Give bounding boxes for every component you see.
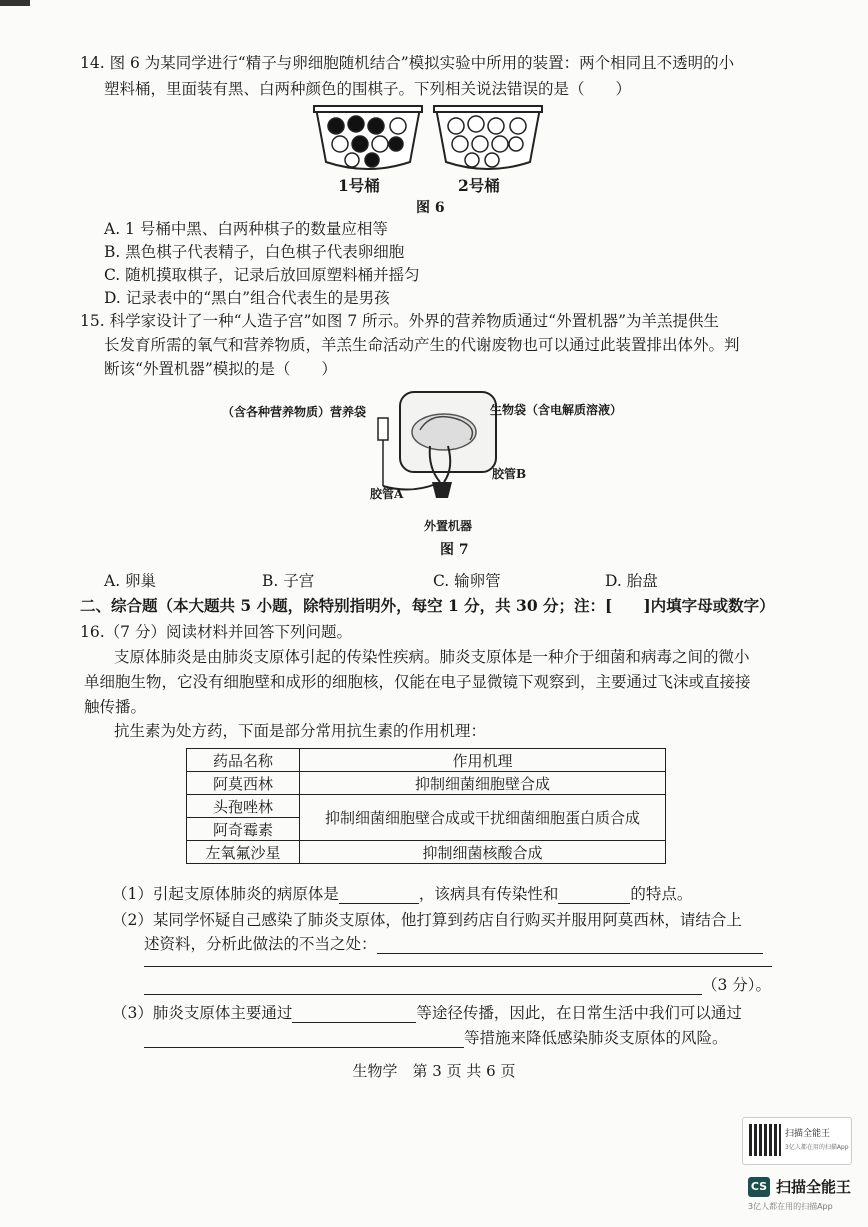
- q14-option-b: B. 黑色棋子代表精子，白色棋子代表卵细胞: [104, 243, 405, 261]
- q14-stem-line2: 塑料桶，里面装有黑、白两种颜色的围棋子。下列相关说法错误的是（ ）: [104, 80, 632, 98]
- camscanner-logo-icon: CS: [748, 1177, 770, 1197]
- q16-passage-line4: 抗生素为处方药，下面是部分常用抗生素的作用机理：: [114, 722, 487, 740]
- q14-option-a: A. 1 号桶中黑、白两种棋子的数量应相等: [104, 220, 388, 238]
- q15-option-d: D. 胎盘: [605, 572, 658, 590]
- table-header-row: [187, 749, 666, 772]
- q16-passage-line3: 触传播。: [84, 698, 147, 716]
- table-row: [187, 795, 666, 818]
- label-external-machine: 外置机器: [424, 519, 473, 533]
- q15-option-b: B. 子宫: [262, 572, 315, 590]
- table-cell: 抑制细菌细胞壁合成: [300, 772, 666, 795]
- scanner-brand-name: 扫描全能王: [776, 1178, 852, 1196]
- scan-edge-mark: [0, 0, 30, 6]
- table-cell: 左氧氟沙星: [187, 841, 300, 864]
- figure-6-caption: 图 6: [416, 200, 445, 216]
- stamp-title: 扫描全能王: [785, 1129, 831, 1139]
- answer-blank-improper-2[interactable]: [144, 950, 772, 967]
- answer-blank-improper-3[interactable]: [144, 978, 702, 995]
- bucket2-label: 2号桶: [458, 176, 500, 195]
- q15-option-a: A. 卵巢: [104, 572, 157, 590]
- q16-passage-line2: 单细胞生物，它没有细胞壁和成形的细胞核，仅能在电子显微镜下观察到，主要通过飞沫或直接接: [84, 673, 751, 691]
- scanner-stamp: [742, 1117, 852, 1165]
- table-cell: 抑制细菌核酸合成: [300, 841, 666, 864]
- q16-sub3-line1: [112, 1003, 742, 1023]
- q16-sub1-text-b: ，该病具有传染性和: [418, 885, 559, 903]
- stamp-subtitle: 3亿人都在用的扫描App: [785, 1144, 849, 1151]
- table-cell: 阿奇霉素: [187, 818, 300, 841]
- q15-option-c: C. 输卵管: [433, 572, 501, 590]
- antibiotic-table: [186, 748, 666, 864]
- scanner-tagline: 3亿人都在用的扫描App: [748, 1202, 833, 1211]
- q14-stem-line1: 14. 图 6 为某同学进行“精子与卵细胞随机结合”模拟实验中所用的装置：两个相同且不透明的小: [80, 54, 735, 72]
- q16-heading: 16.（7 分）阅读材料并回答下列问题。: [80, 623, 352, 641]
- table-header-cell: 作用机理: [300, 749, 666, 772]
- q16-sub3-line2: [144, 1028, 728, 1048]
- q16-sub3-text-c: 等措施来降低感染肺炎支原体的风险。: [464, 1029, 728, 1047]
- q16-passage-line1: 支原体肺炎是由肺炎支原体引起的传染性疾病。肺炎支原体是一种介于细菌和病毒之间的微小: [114, 648, 750, 666]
- answer-blank-feature[interactable]: [558, 887, 630, 904]
- table-header-cell: 药品名称: [187, 749, 300, 772]
- label-tube-a: 胶管A: [370, 487, 404, 501]
- q16-sub2-line1: （2）某同学怀疑自己感染了肺炎支原体，他打算到药店自行购买并服用阿莫西林，请结合上: [112, 911, 742, 929]
- label-tube-b: 胶管B: [492, 467, 527, 481]
- q16-sub1-text-c: 的特点。: [630, 885, 693, 903]
- qr-code-icon: [749, 1124, 781, 1156]
- bucket1-label: 1号桶: [338, 176, 380, 195]
- table-row: [187, 841, 666, 864]
- q16-sub1: [112, 884, 692, 904]
- q16-sub2-line4: [144, 975, 771, 995]
- answer-blank-measures[interactable]: [144, 1031, 464, 1048]
- q14-option-c: C. 随机摸取棋子，记录后放回原塑料桶并摇匀: [104, 266, 420, 284]
- table-row: [187, 772, 666, 795]
- section-2-heading: 二、综合题（本大题共 5 小题，除特别指明外，每空 1 分，共 30 分；注：[ ]内填字母或数字）: [80, 596, 775, 615]
- q16-sub1-text-a: （1）引起支原体肺炎的病原体是: [112, 885, 339, 903]
- q15-stem-line2: 长发育所需的氧气和营养物质，羊羔生命活动产生的代谢废物也可以通过此装置排出体外。判: [104, 336, 740, 354]
- answer-blank-route[interactable]: [292, 1006, 416, 1023]
- q14-option-d: D. 记录表中的“黑白”组合代表生的是男孩: [104, 289, 390, 307]
- table-cell: 头孢唑林: [187, 795, 300, 818]
- label-bio-bag: 生物袋（含电解质溶液）: [490, 403, 623, 417]
- q16-sub3-text-b: 等途径传播，因此，在日常生活中我们可以通过: [416, 1004, 742, 1022]
- label-nutrient-bag: （含各种营养物质）营养袋: [222, 405, 367, 419]
- q16-sub3-text-a: （3）肺炎支原体主要通过: [112, 1004, 293, 1022]
- table-cell: 抑制细菌细胞壁合成或干扰细菌细胞蛋白质合成: [300, 795, 666, 841]
- q16-sub2-text: 述资料，分析此做法的不当之处：: [144, 935, 377, 953]
- q15-stem-line1: 15. 科学家设计了一种“人造子宫”如图 7 所示。外界的营养物质通过“外置机器”为羊羔提供生: [80, 312, 719, 330]
- figure-7-caption: 图 7: [440, 542, 469, 558]
- table-cell: 阿莫西林: [187, 772, 300, 795]
- page-footer: 生物学 第 3 页 共 6 页: [352, 1062, 516, 1080]
- answer-blank-pathogen[interactable]: [339, 887, 419, 904]
- q15-stem-line3: 断该“外置机器”模拟的是（ ）: [104, 360, 337, 378]
- q16-sub2-score: （3 分）。: [702, 976, 772, 994]
- figure-6-buckets: [310, 104, 550, 176]
